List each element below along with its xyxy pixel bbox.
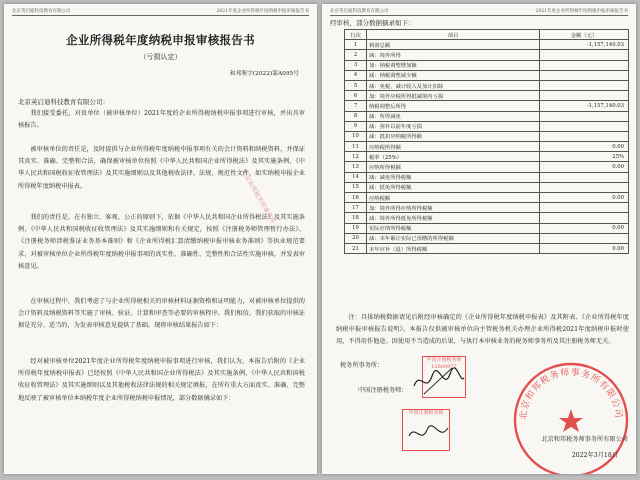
table-row — [345, 80, 629, 90]
table-cell-item: 加：境外应税所得抵减境内亏损 — [367, 91, 540, 101]
table-cell-line-no: 13 — [345, 162, 367, 172]
table-row — [345, 213, 629, 223]
table-cell-item: 应纳税所得额 — [367, 142, 540, 152]
header-report-title: 2021年度企业所得税年度纳税申报审核报告书 — [216, 9, 309, 14]
table-cell-item: 减：弥补以前年度亏损 — [367, 121, 540, 131]
table-cell-line-no: 1 — [345, 40, 367, 50]
paragraph-audit-procedure: 在审核过程中，我们考虑了与企业所得税相关的审核材料证据资格和证明能力，对被审核单位提供的会计资料及纳税资料等实施了审核、验证、计算和审查等必要的审核程序。我们相信，我们获取的审核证据是充分、适当的，为发表审核意见提供了基础。现将审核结果报告如下： — [18, 298, 305, 330]
table-cell-item: 减：减免所得税额 — [367, 172, 540, 182]
table-cell-amount: 25% — [540, 152, 629, 162]
column-header-amount: 金额（元） — [540, 30, 629, 40]
table-cell-line-no: 4 — [345, 70, 367, 80]
column-header-line-no: 行次 — [345, 30, 367, 40]
column-header-item: 项目 — [367, 30, 540, 40]
table-cell-line-no: 21 — [345, 243, 367, 253]
left-report-page — [4, 4, 317, 474]
table-cell-line-no: 5 — [345, 80, 367, 90]
table-cell-item: 应纳税额 — [367, 193, 540, 203]
table-cell-amount — [540, 182, 629, 192]
table-cell-item: 减：免税、减计收入及加计扣除 — [367, 80, 540, 90]
table-cell-item: 利润总额 — [367, 40, 540, 50]
report-title: 企业所得税年度纳税申报审核报告书 — [66, 33, 255, 47]
table-row — [345, 131, 629, 141]
header-company: 北京英启迪科技教育有限公司 — [12, 9, 71, 14]
right-report-page — [322, 4, 636, 474]
table-cell-amount — [540, 131, 629, 141]
table-row — [345, 243, 629, 253]
table-cell-item: 税率（25%） — [367, 152, 540, 162]
tax-agent-seal-2: 中国注册税务师 — [402, 409, 450, 451]
table-cell-item: 减：抵扣应纳税所得额 — [367, 131, 540, 141]
table-cell-amount — [540, 70, 629, 80]
report-subtitle: （亏损认定） — [139, 53, 182, 61]
paragraph-client-responsibility: 被审核单位的责任是，及时提供与企业所得税年度纳税申报事项有关的会计资料和纳税资料，并保证其真实、准确、完整和合法，确保被审核单位按照《中华人民共和国企业所得税法》及其实施条例、《中华人民共和国税收征收管理法》及其实施细则以及其他税收法律、法规、规范性文件，如实纳税申报企业所得税年度纳税申报表。 — [18, 146, 305, 190]
table-cell-amount — [540, 60, 629, 70]
table-cell-item: 减：境外所得 — [367, 50, 540, 60]
table-header-row — [345, 30, 629, 40]
table-cell-amount — [540, 121, 629, 131]
table-cell-line-no: 15 — [345, 182, 367, 192]
table-cell-line-no: 12 — [345, 152, 367, 162]
firm-watermark: 北京和邦税务师事务所 — [240, 169, 277, 225]
running-header — [330, 8, 628, 16]
table-cell-amount — [540, 213, 629, 223]
table-cell-amount: -1,157,140.03 — [540, 40, 629, 50]
paragraph-conclusion: 经对被审核单位2021年度企业所得税年度纳税申报事项进行审核，我们认为，本报告后附的《企业所得税年度纳税申报表》已经按照《中华人民共和国企业所得税法》及其实施条例、《中华人民共和国税收征收管理法》及其实施细则以及其他税收法律法规的相关规定填报，在所有重大方面真实、准确、完整地反映了被审核单位本纳税年度企业所得税纳税申报情况，部分数据摘录如下： — [18, 358, 305, 402]
paragraph-our-responsibility: 我们的责任是，在有独立、客观、公正的原则下，依据《中华人民共和国企业所得税法》及其实施条例、《中华人民共和国税收征收管理法》及其实施细则和有关规定，按照《注册税务师管理暂行办法》、《注册税务师涉税鉴证业务基本准则》和《企业所得税汇算清缴纳税申报审核业务准则》等执业规范要求，对被审核单位企业所得税年度纳税申报事项的真实性、准确性、完整性和合法性实施审核，并发表审核意见。 — [18, 214, 305, 270]
table-cell-amount — [540, 91, 629, 101]
table-cell-item: 本年应补（退）所得税额 — [367, 243, 540, 253]
table-cell-amount — [540, 233, 629, 243]
table-cell-amount: 0.00 — [540, 142, 629, 152]
table-cell-amount: 0.00 — [540, 243, 629, 253]
cta-signature-label: 中国注册税务师： — [358, 387, 408, 394]
table-cell-line-no: 11 — [345, 142, 367, 152]
table-cell-amount — [540, 172, 629, 182]
table-row — [345, 162, 629, 172]
table-row — [345, 152, 629, 162]
table-cell-line-no: 18 — [345, 213, 367, 223]
handwritten-signature-2 — [406, 422, 452, 448]
table-row — [345, 142, 629, 152]
table-cell-line-no: 8 — [345, 111, 367, 121]
table-cell-line-no: 2 — [345, 50, 367, 60]
table-cell-amount — [540, 203, 629, 213]
tax-agent-seal: 中国注册税务师 12600977 — [422, 356, 466, 398]
table-cell-item: 减：纳税调整减少额 — [367, 70, 540, 80]
table-cell-amount: 0.00 — [540, 162, 629, 172]
table-row — [345, 223, 629, 233]
table-cell-line-no: 19 — [345, 223, 367, 233]
table-cell-item: 减：境外所得抵免所得税额 — [367, 213, 540, 223]
paragraph-engagement: 我们接受委托，对贵单位（被审核单位）2021年度的企业所得税纳税申报事项进行审核，并出具审核报告。 — [18, 110, 305, 130]
table-cell-amount — [540, 80, 629, 90]
report-date: 2022年3月18日 — [571, 452, 618, 459]
table-row — [345, 40, 629, 50]
table-cell-item: 减：所得减免 — [367, 111, 540, 121]
table-row — [345, 233, 629, 243]
document-number: 和邦鉴字(2022)第A095号 — [229, 71, 299, 77]
table-row — [345, 50, 629, 60]
table-cell-line-no: 14 — [345, 172, 367, 182]
table-cell-line-no: 9 — [345, 121, 367, 131]
table-body — [345, 40, 629, 254]
table-row — [345, 203, 629, 213]
addressee: 北京英启迪科技教育有限公司： — [18, 98, 109, 106]
table-cell-line-no: 10 — [345, 131, 367, 141]
table-cell-line-no: 7 — [345, 101, 367, 111]
header-report-title: 2021年度企业所得税年度纳税申报审核报告书 — [535, 9, 628, 14]
table-cell-amount: -1,157,140.03 — [540, 101, 629, 111]
table-cell-amount — [540, 111, 629, 121]
table-cell-item: 减：本年累计实际已预缴的所得税额 — [367, 233, 540, 243]
table-row — [345, 101, 629, 111]
table-row — [345, 182, 629, 192]
table-cell-amount: 0.00 — [540, 223, 629, 233]
table-cell-item: 纳税调整后所得 — [367, 101, 540, 111]
table-row — [345, 172, 629, 182]
svg-text:北京和邦税务师事务所有限公司: 北京和邦税务师事务所有限公司 — [518, 367, 624, 421]
handwritten-signature — [410, 364, 466, 400]
running-header — [12, 8, 309, 16]
table-cell-line-no: 20 — [345, 233, 367, 243]
firm-signature-label: 税务所事务所： — [340, 362, 384, 369]
report-note: 注：具体纳税数据请见后附经审核确定的《企业所得税年度纳税申报表》及其附表、《企业所得税年度纳税申报审核报告说明》。本报告仅供被审核单位向主管税务机关办理企业所得税2021年度纳税申报时使用，不得用作他途。因使用不当造成的后果，与执行本审核业务的税务师事务所及其注册税务师无关。 — [336, 314, 629, 346]
table-row — [345, 193, 629, 203]
table-row — [345, 91, 629, 101]
table-cell-line-no: 16 — [345, 193, 367, 203]
table-row — [345, 121, 629, 131]
table-cell-amount — [540, 50, 629, 60]
table-intro: 经审核，部分数据摘录如下： — [330, 19, 415, 27]
table-cell-item: 实际应纳所得税额 — [367, 223, 540, 233]
table-cell-item: 应纳所得税额 — [367, 162, 540, 172]
table-row — [345, 70, 629, 80]
table-row — [345, 60, 629, 70]
firm-name: 北京和邦税务师事务所有限公司 — [541, 436, 628, 443]
table-row — [345, 111, 629, 121]
tax-data-table — [344, 29, 629, 254]
table-cell-line-no: 3 — [345, 60, 367, 70]
table-cell-amount: 0.00 — [540, 193, 629, 203]
header-company: 北京英启迪科技教育有限公司 — [330, 9, 389, 14]
table-cell-item: 加：纳税调整增加额 — [367, 60, 540, 70]
table-cell-line-no: 6 — [345, 91, 367, 101]
table-cell-item: 加：境外所得应纳所得税额 — [367, 203, 540, 213]
table-cell-line-no: 17 — [345, 203, 367, 213]
table-cell-item: 减：抵免所得税额 — [367, 182, 540, 192]
